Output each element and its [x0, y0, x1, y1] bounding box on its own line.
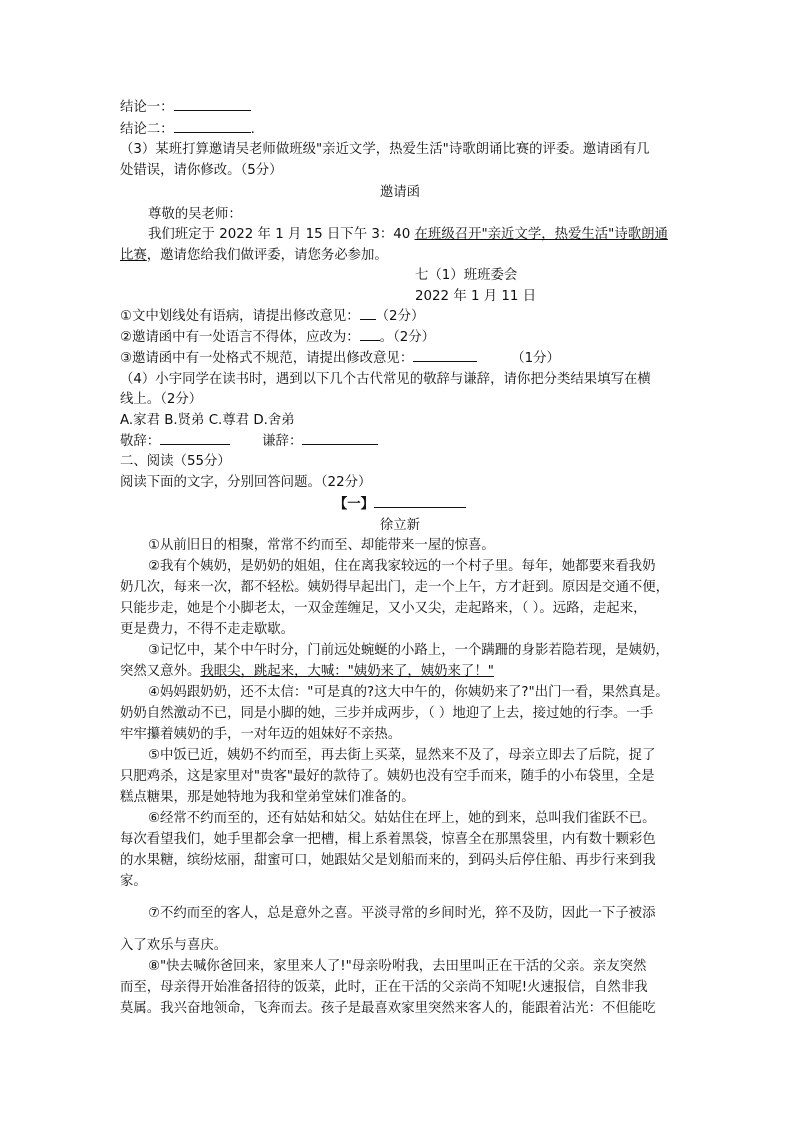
paragraph-5-line-2: 只肥鸡杀，这是家里对"贵客"最好的款待了。姨奶也没有空手而来，随手的小布袋里，全是: [120, 769, 655, 784]
conclusion-one-line: [120, 98, 680, 118]
answer-blank[interactable]: [174, 98, 251, 111]
paragraph-8-line-1: ⑧"快去喊你爸回来，家里来人了!"母亲吩咐我，去田里叫正在干活的父亲。亲友突然: [148, 959, 647, 974]
paragraph-5-line-3: 糕点糖果，那是她特地为我和堂弟堂妹们准备的。: [120, 790, 415, 805]
paragraph-8-line-3: 莫属。我兴奋地领命，飞奔而去。孩子是最喜欢家里突然来客人的，能跟着沾光：不但能吃: [120, 1001, 656, 1016]
paragraph-7-line-1: ⑦不约而至的客人，总是意外之喜。平淡寻常的乡间时光，猝不及防，因此一下子被添: [148, 906, 656, 921]
answer-blank[interactable]: [160, 432, 230, 445]
passage-title-line: [120, 495, 680, 515]
paragraph-3-line-2: 突然又意外。我眼尖，跳起来，大喊："姨奶来了，姨奶来了！": [120, 664, 494, 679]
paragraph-6-line-4: 家。: [120, 874, 147, 889]
question-3-line-2: 处错误，请你修改。（5分）: [120, 163, 283, 178]
invitation-title: 邀请函: [379, 185, 421, 200]
paragraph-7-line-2: 入了欢乐与喜庆。: [120, 938, 228, 953]
passage-author: 徐立新: [379, 518, 421, 533]
paragraph-6-line-3: 的水果糖，缤纷炫丽，甜蜜可口，她跟姑父是划船而来的，到码头后停住船、再步行来到我: [120, 853, 656, 868]
paragraph-5-line-1: ⑤中饭已近，姨奶不约而至，再去街上买菜，显然来不及了，母亲立即去了后院，捉了: [148, 748, 656, 763]
paragraph-8-line-2: 而至，母亲得开始准备招待的饭菜，此时，正在干活的父亲尚不知呢!火速报信，自然非我: [120, 980, 648, 995]
underlined-sentence: 我眼尖，跳起来，大喊："姨奶来了，姨奶来了！": [200, 664, 494, 679]
honorific-options: A.家君 B.贤弟 C.尊君 D.舍弟: [120, 413, 295, 428]
title-blank[interactable]: [374, 495, 466, 508]
answer-blank[interactable]: [413, 349, 477, 362]
paragraph-4-line-2: 奶奶自然激动不已，同是小脚的她，三步并成两步，（ ）地迎了上去，接过她的行李。一手: [120, 706, 654, 721]
paragraph-6-line-1: ⑥经常不约而至的，还有姑姑和姑父。姑姑住在坪上，她的到来，总叫我们雀跃不已。: [148, 811, 656, 826]
sub-question-1: ①文中划线处有语病，请提出修改意见： （2分）: [120, 309, 425, 324]
answer-blank[interactable]: [302, 432, 378, 445]
paragraph-2-line-3: 只能步走，她是个小脚老太，一双金莲缠足，又小又尖，走起路来，（ ）。远路，走起来，: [120, 601, 647, 616]
conclusion-two-line: 结论二： .: [120, 122, 255, 137]
sub-question-2: ②邀请函中有一处语言不得体，应改为： 。（2分）: [120, 330, 436, 345]
question-4-line-2: 线上。（2分）: [120, 392, 203, 407]
invitation-signature: 七（1）班班委会: [415, 268, 518, 283]
question-4-line-1: （4）小宇同学在读书时，遇到以下几个古代常见的敬辞与谦辞，请你把分类结果填写在横: [120, 372, 651, 387]
answer-blank[interactable]: [360, 328, 380, 341]
invitation-body-line-1: 我们班定于 2022 年 1 月 15 日下午 3：40 在班级召开"亲近文学，热爱生活"诗歌朗通: [148, 227, 668, 242]
paragraph-3-line-1: ③记忆中，某个中午时分，门前远处蜿蜒的小路上，一个蹒跚的身影若隐若现，是姨奶，: [148, 643, 669, 658]
paragraph-4-line-1: ④妈妈跟奶奶，还不太信："可是真的?这大中午的，你姨奶来了?"出门一看，果然真是。: [148, 685, 669, 700]
respectful-terms-label: 敬辞：: [120, 434, 161, 449]
conclusion-two-label: 结论二：: [120, 122, 174, 137]
sub-question-3: ③邀请函中有一处格式不规范，请提出修改意见： （1分）: [120, 351, 560, 366]
classification-line: [120, 432, 680, 452]
answer-blank[interactable]: [174, 120, 251, 133]
underlined-sentence: 在班级召开"亲近文学，热爱生活"诗歌朗通: [414, 227, 668, 242]
invitation-date: 2022 年 1 月 11 日: [415, 289, 537, 304]
invitation-salutation: 尊敬的吴老师：: [148, 207, 242, 222]
reading-instruction: 阅读下面的文字，分别回答问题。（22分）: [120, 475, 372, 490]
paragraph-2-line-2: 奶几次，每来一次，都不轻松。姨奶得早起出门，走一个上午，方才赶到。原因是交通不便，: [120, 580, 670, 595]
paragraph-2-line-1: ②我有个姨奶，是奶奶的姐姐，住在离我家较远的一个村子里。每年，她都要来看我奶: [148, 559, 656, 574]
paragraph-6-line-2: 每次看望我们，她手里都会拿一把槽，楫上系着黑袋，惊喜全在那黑袋里，内有数十颗彩色: [120, 832, 656, 847]
paragraph-4-line-3: 牢牢攥着姨奶的手，一对年迈的姐妹好不亲热。: [120, 727, 402, 742]
passage-number: 【一】: [333, 497, 375, 512]
answer-blank[interactable]: [360, 307, 376, 320]
paragraph-2-line-4: 更是费力，不得不走走歇歇。: [120, 622, 295, 637]
paragraph-1: ①从前旧日的相聚，常常不约而至、却能带来一屋的惊喜。: [148, 538, 495, 553]
section-two-heading: 二、阅读（55分）: [120, 454, 231, 469]
underlined-sentence-end: 比赛: [120, 248, 147, 263]
conclusion-one-label: 结论一：: [120, 100, 174, 115]
question-3-line-1: （3）某班打算邀请吴老师做班级"亲近文学，热爱生活"诗歌朗诵比赛的评委。邀请函有几: [120, 142, 650, 157]
invitation-body-line-2: 比赛，邀请您给我们做评委，请您务必参加。: [120, 248, 388, 263]
humble-terms-label: 谦辞：: [262, 434, 303, 449]
